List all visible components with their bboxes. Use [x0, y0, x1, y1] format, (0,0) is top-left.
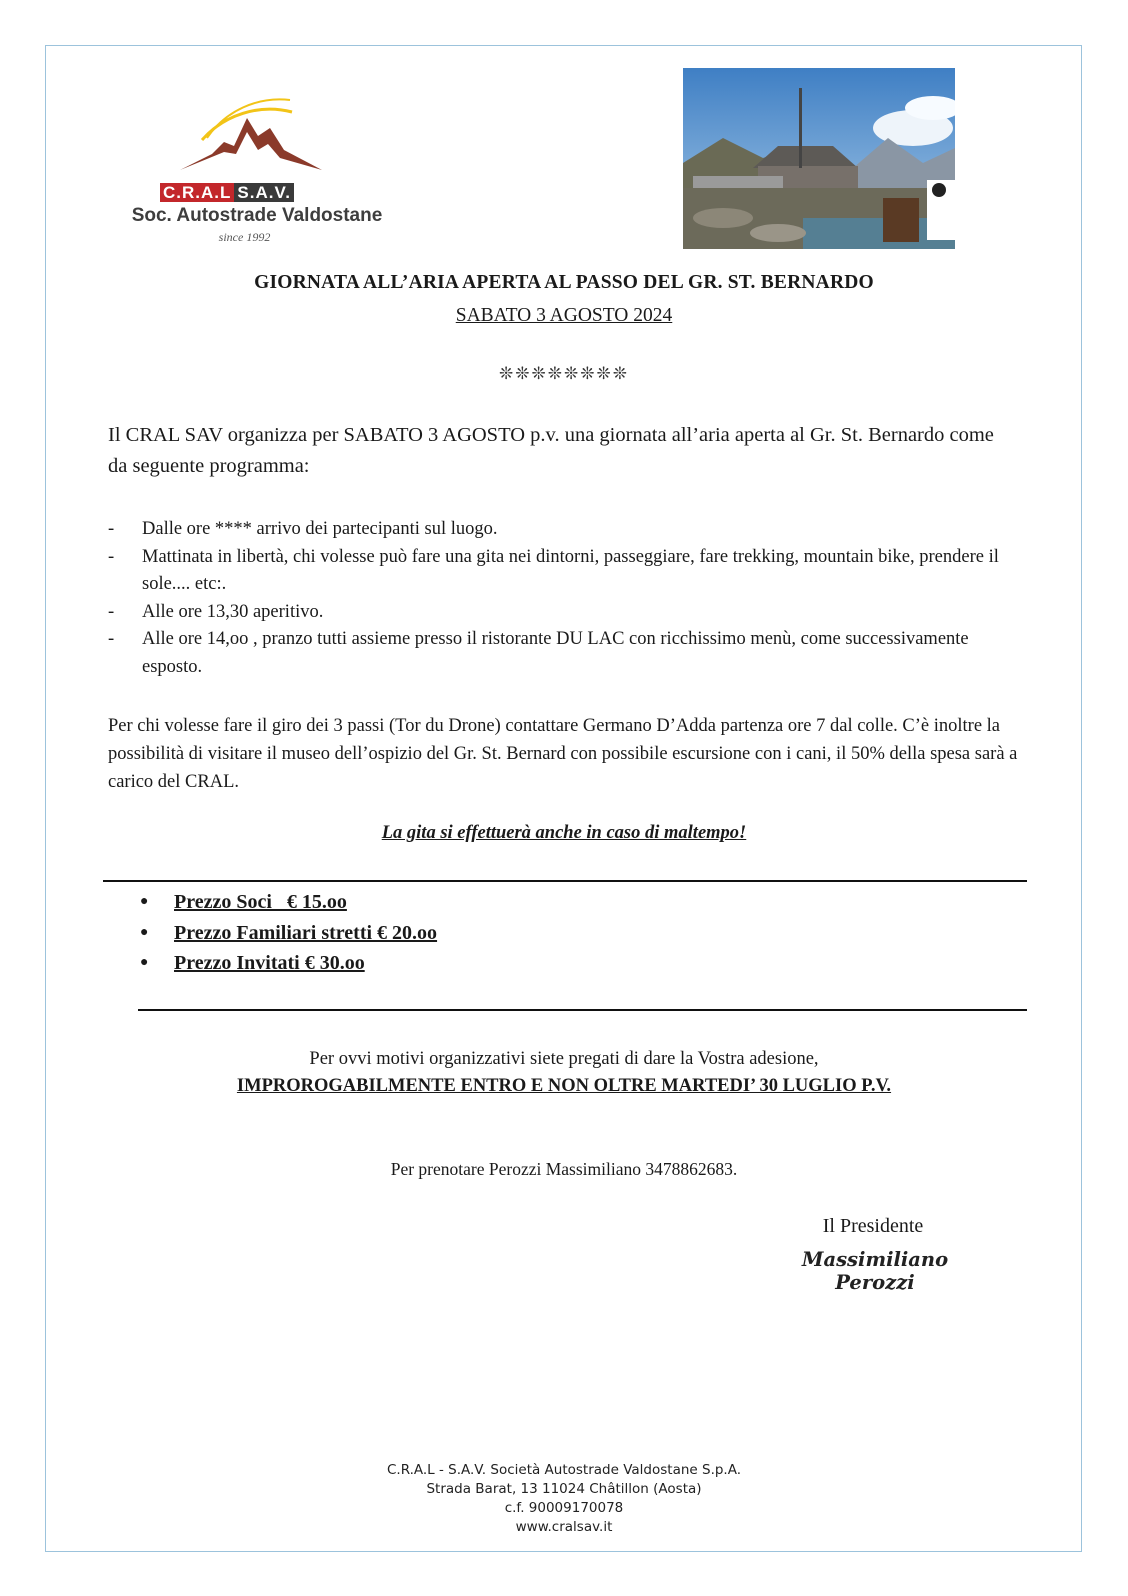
page-title: GIORNATA ALL’ARIA APERTA AL PASSO DEL GR. ST. BERNARDO	[254, 272, 874, 293]
deadline-text: IMPROROGABILMENTE ENTRO E NON OLTRE MARTEDI’ 30 LUGLIO P.V.	[236, 1076, 892, 1096]
price-members: Prezzo Soci € 15.oo	[174, 891, 347, 913]
info-paragraph: Per chi volesse fare il giro dei 3 passi (Tor du Drone) contattare Germano D’Adda partenza ore 7 dal colle. C’è inoltre la possibilità di visitare il museo dell’ospizio del Gr. St. Bernard con possibile escursione con i cani, il 50% della spesa sarà a carico del CRAL.	[108, 716, 1018, 792]
bullet-icon: ●	[140, 924, 149, 940]
weather-note: La gita si effettuerà anche in caso di maltempo!	[381, 823, 747, 843]
footer-company: C.R.A.L - S.A.V. Società Autostrade Valdostane S.p.A.	[386, 1462, 742, 1478]
divider-bottom	[138, 1009, 1027, 1011]
footer-address: Strada Barat, 13 11024 Châtillon (Aosta)	[426, 1481, 702, 1497]
list-item: - Dalle ore **** arrivo dei partecipanti sul luogo.	[108, 519, 498, 539]
cral-sav-logo	[112, 92, 402, 252]
program-item-text: Mattinata in libertà, chi volesse può fare una gita nei dintorni, passeggiare, fare trekking, mountain bike, prendere il sole.... etc:.	[142, 546, 999, 594]
price-guests: Prezzo Invitati € 30.oo	[174, 952, 365, 974]
mountain-sun-icon	[112, 92, 402, 184]
bullet-icon: ●	[140, 955, 149, 970]
logo-banner-cral: C.R.A.L	[160, 183, 234, 202]
logo-banner-sav: S.A.V.	[234, 183, 294, 202]
list-item	[138, 918, 437, 949]
intro-paragraph: Il CRAL SAV organizza per SABATO 3 AGOSTO p.v. una giornata all’aria aperta al Gr. St. Bernardo come da seguente programma:	[108, 424, 994, 477]
logo-since: since 1992	[218, 230, 271, 244]
separator-stars: ❊❊❊❊❊❊❊❊	[499, 364, 629, 383]
notice-text: Per ovvi motivi organizzativi siete pregati di dare la Vostra adesione,	[309, 1049, 819, 1069]
bullet-icon: ●	[140, 894, 149, 909]
signature: Massimiliano Perozzi	[801, 1248, 949, 1294]
price-list	[138, 887, 437, 979]
list-item: - Alle ore 14,oo , pranzo tutti assieme presso il ristorante DU LAC con ricchissimo menù, come successivamente esposto.	[108, 629, 969, 677]
footer-tax-code: c.f. 90009170078	[504, 1500, 624, 1516]
footer-website: www.cralsav.it	[515, 1519, 613, 1535]
booking-contact: Per prenotare Perozzi Massimiliano 3478862683.	[390, 1159, 738, 1179]
signoff-role: Il Presidente	[822, 1215, 924, 1237]
divider-top	[103, 880, 1027, 882]
list-item: - Alle ore 13,30 aperitivo.	[108, 601, 324, 622]
program-item-text: Alle ore 14,oo , pranzo tutti assieme presso il ristorante DU LAC con ricchissimo menù, come successivamente esposto.	[142, 629, 969, 677]
program-item-text: Alle ore 13,30 aperitivo.	[142, 601, 324, 622]
price-family: Prezzo Familiari stretti € 20.oo	[174, 921, 438, 944]
logo-banner	[160, 184, 335, 202]
list-item: - Mattinata in libertà, chi volesse può fare una gita nei dintorni, passeggiare, fare trekking, mountain bike, prendere il sole.... etc:.	[108, 546, 999, 594]
program-list	[108, 516, 1028, 681]
list-item	[138, 948, 437, 979]
mountain-hut-photo	[683, 68, 955, 249]
list-item	[138, 887, 437, 918]
program-item-text: Dalle ore **** arrivo dei partecipanti sul luogo.	[142, 519, 498, 539]
logo-company-name: Soc. Autostrade Valdostane	[131, 205, 383, 226]
event-date: SABATO 3 AGOSTO 2024	[455, 305, 673, 326]
